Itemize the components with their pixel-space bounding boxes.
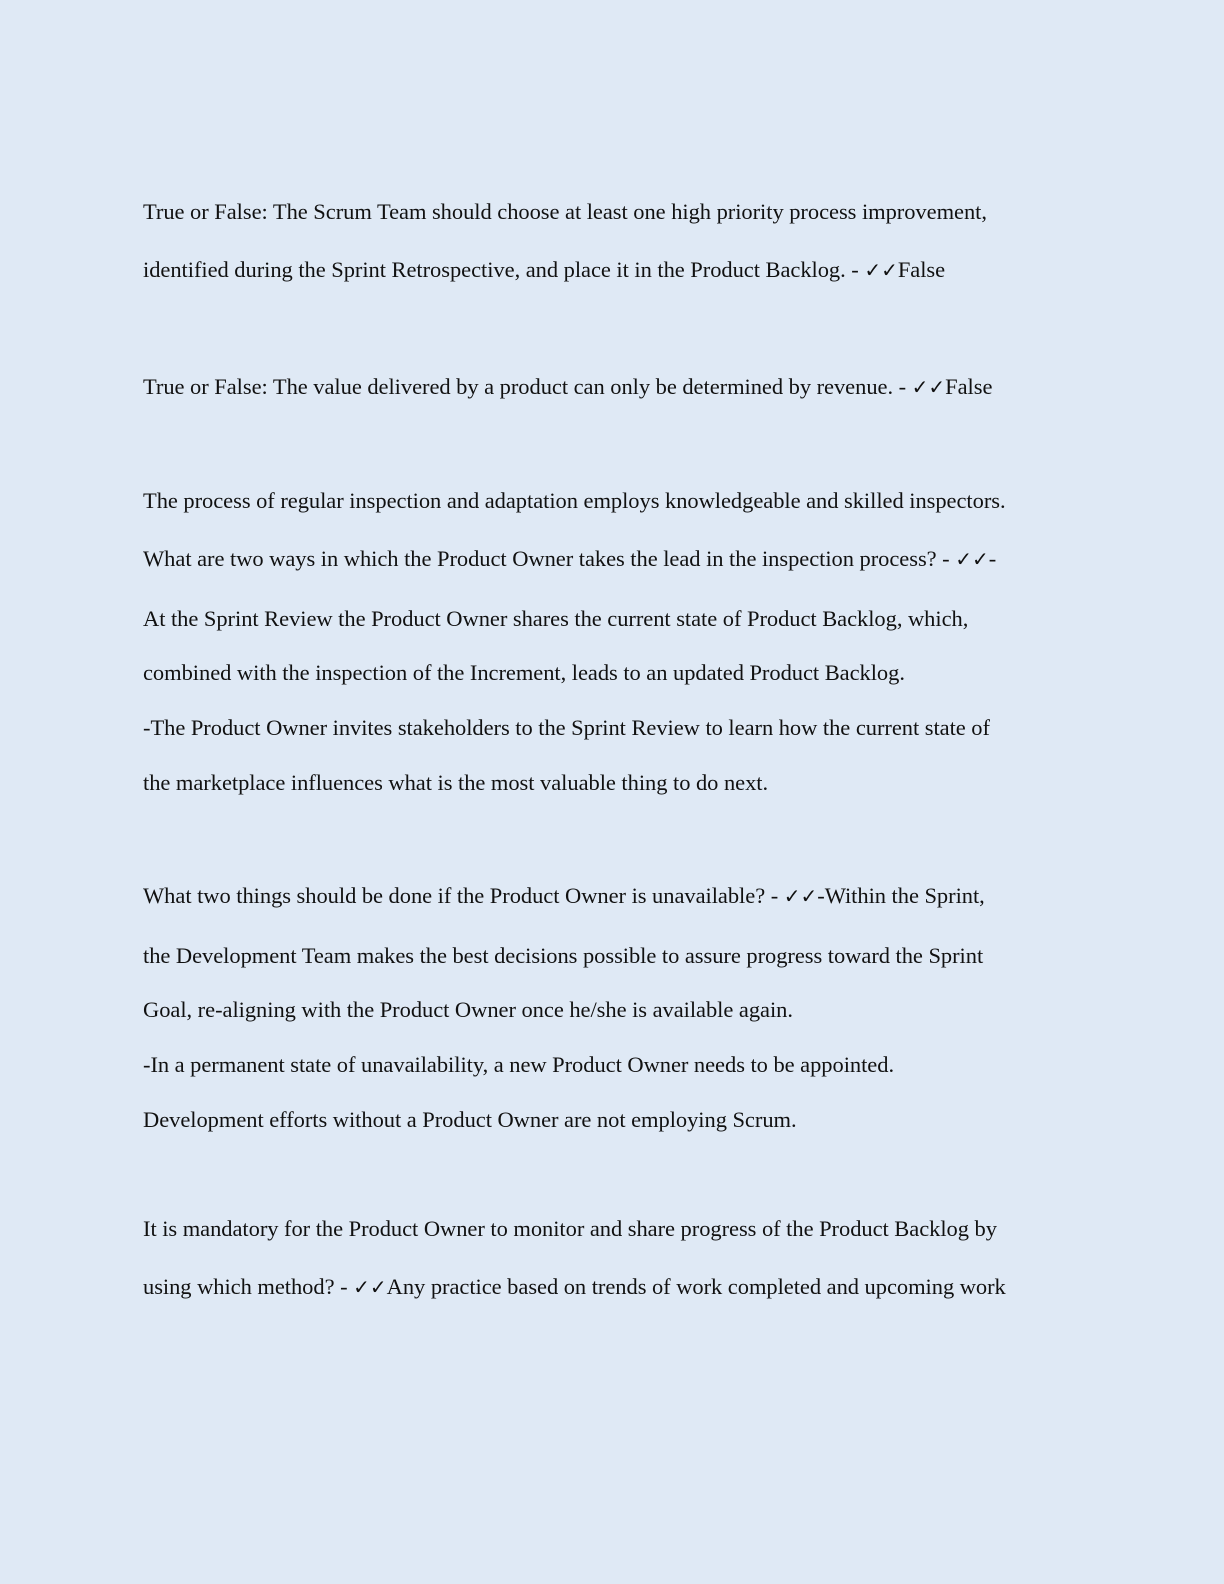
- qa2-question-line-1: [143, 373, 992, 401]
- qa5-question-line-1: [143, 1215, 997, 1243]
- qa1-text-1: True or False: The Scrum Team should choose at least one high priority process improvement,: [143, 199, 987, 224]
- qa4-text-3: Goal, re-aligning with the Product Owner once he/she is available again.: [143, 997, 793, 1022]
- qa4-text-1: What two things should be done if the Product Owner is unavailable? -: [143, 883, 784, 908]
- qa2-answer: False: [945, 374, 993, 399]
- qa1-text-2: identified during the Sprint Retrospective, and place it in the Product Backlog. -: [143, 257, 865, 282]
- qa4-text-4: -In a permanent state of unavailability, a new Product Owner needs to be appointed.: [143, 1052, 895, 1077]
- qa5-question-line-2: [143, 1273, 1006, 1301]
- qa3-text-3: At the Sprint Review the Product Owner shares the current state of Product Backlog, which,: [143, 606, 969, 631]
- qa4-question-line-1: [143, 882, 985, 910]
- double-check-icon: ✓✓: [911, 375, 946, 399]
- qa2-text-1: True or False: The value delivered by a product can only be determined by revenue. -: [143, 374, 912, 399]
- qa4-answer-line-3: [143, 1051, 894, 1079]
- qa3-answer-line-1: [143, 605, 968, 633]
- qa4-answer-line-2: [143, 996, 793, 1024]
- qa5-text-1: It is mandatory for the Product Owner to monitor and share progress of the Product Backlog by: [143, 1216, 997, 1241]
- qa3-text-6: the marketplace influences what is the most valuable thing to do next.: [143, 770, 769, 795]
- qa5-answer: Any practice based on trends of work completed and upcoming work: [386, 1274, 1006, 1299]
- qa3-answer-line-2: [143, 659, 905, 687]
- qa3-text-2: What are two ways in which the Product Owner takes the lead in the inspection process? -: [143, 546, 956, 571]
- qa4-answer-line-4: [143, 1106, 797, 1134]
- qa1-question-line-2: [143, 256, 945, 284]
- double-check-icon: ✓✓: [955, 547, 989, 571]
- qa3-question-line-1: [143, 487, 1006, 515]
- qa1-question-line-1: [143, 198, 987, 226]
- qa3-answer-dash: -: [988, 546, 997, 571]
- qa4-text-5: Development efforts without a Product Owner are not employing Scrum.: [143, 1107, 797, 1132]
- qa1-answer: False: [897, 257, 946, 282]
- qa4-answer-start: -Within the Sprint,: [817, 883, 985, 908]
- qa3-text-4: combined with the inspection of the Increment, leads to an updated Product Backlog.: [143, 660, 905, 685]
- double-check-icon: ✓✓: [864, 258, 898, 282]
- qa3-answer-line-3: [143, 714, 990, 742]
- qa3-answer-line-4: [143, 769, 768, 797]
- qa4-answer-line-1: [143, 942, 983, 970]
- qa5-text-2: using which method? -: [143, 1274, 354, 1299]
- qa3-question-line-2: [143, 545, 996, 573]
- qa3-text-1: The process of regular inspection and adaptation employs knowledgeable and skilled inspectors.: [143, 488, 1006, 513]
- double-check-icon: ✓✓: [353, 1275, 387, 1299]
- qa3-text-5: -The Product Owner invites stakeholders to the Sprint Review to learn how the current state of: [143, 715, 990, 740]
- double-check-icon: ✓✓: [783, 884, 818, 908]
- qa4-text-2: the Development Team makes the best decisions possible to assure progress toward the Sprint: [143, 943, 984, 968]
